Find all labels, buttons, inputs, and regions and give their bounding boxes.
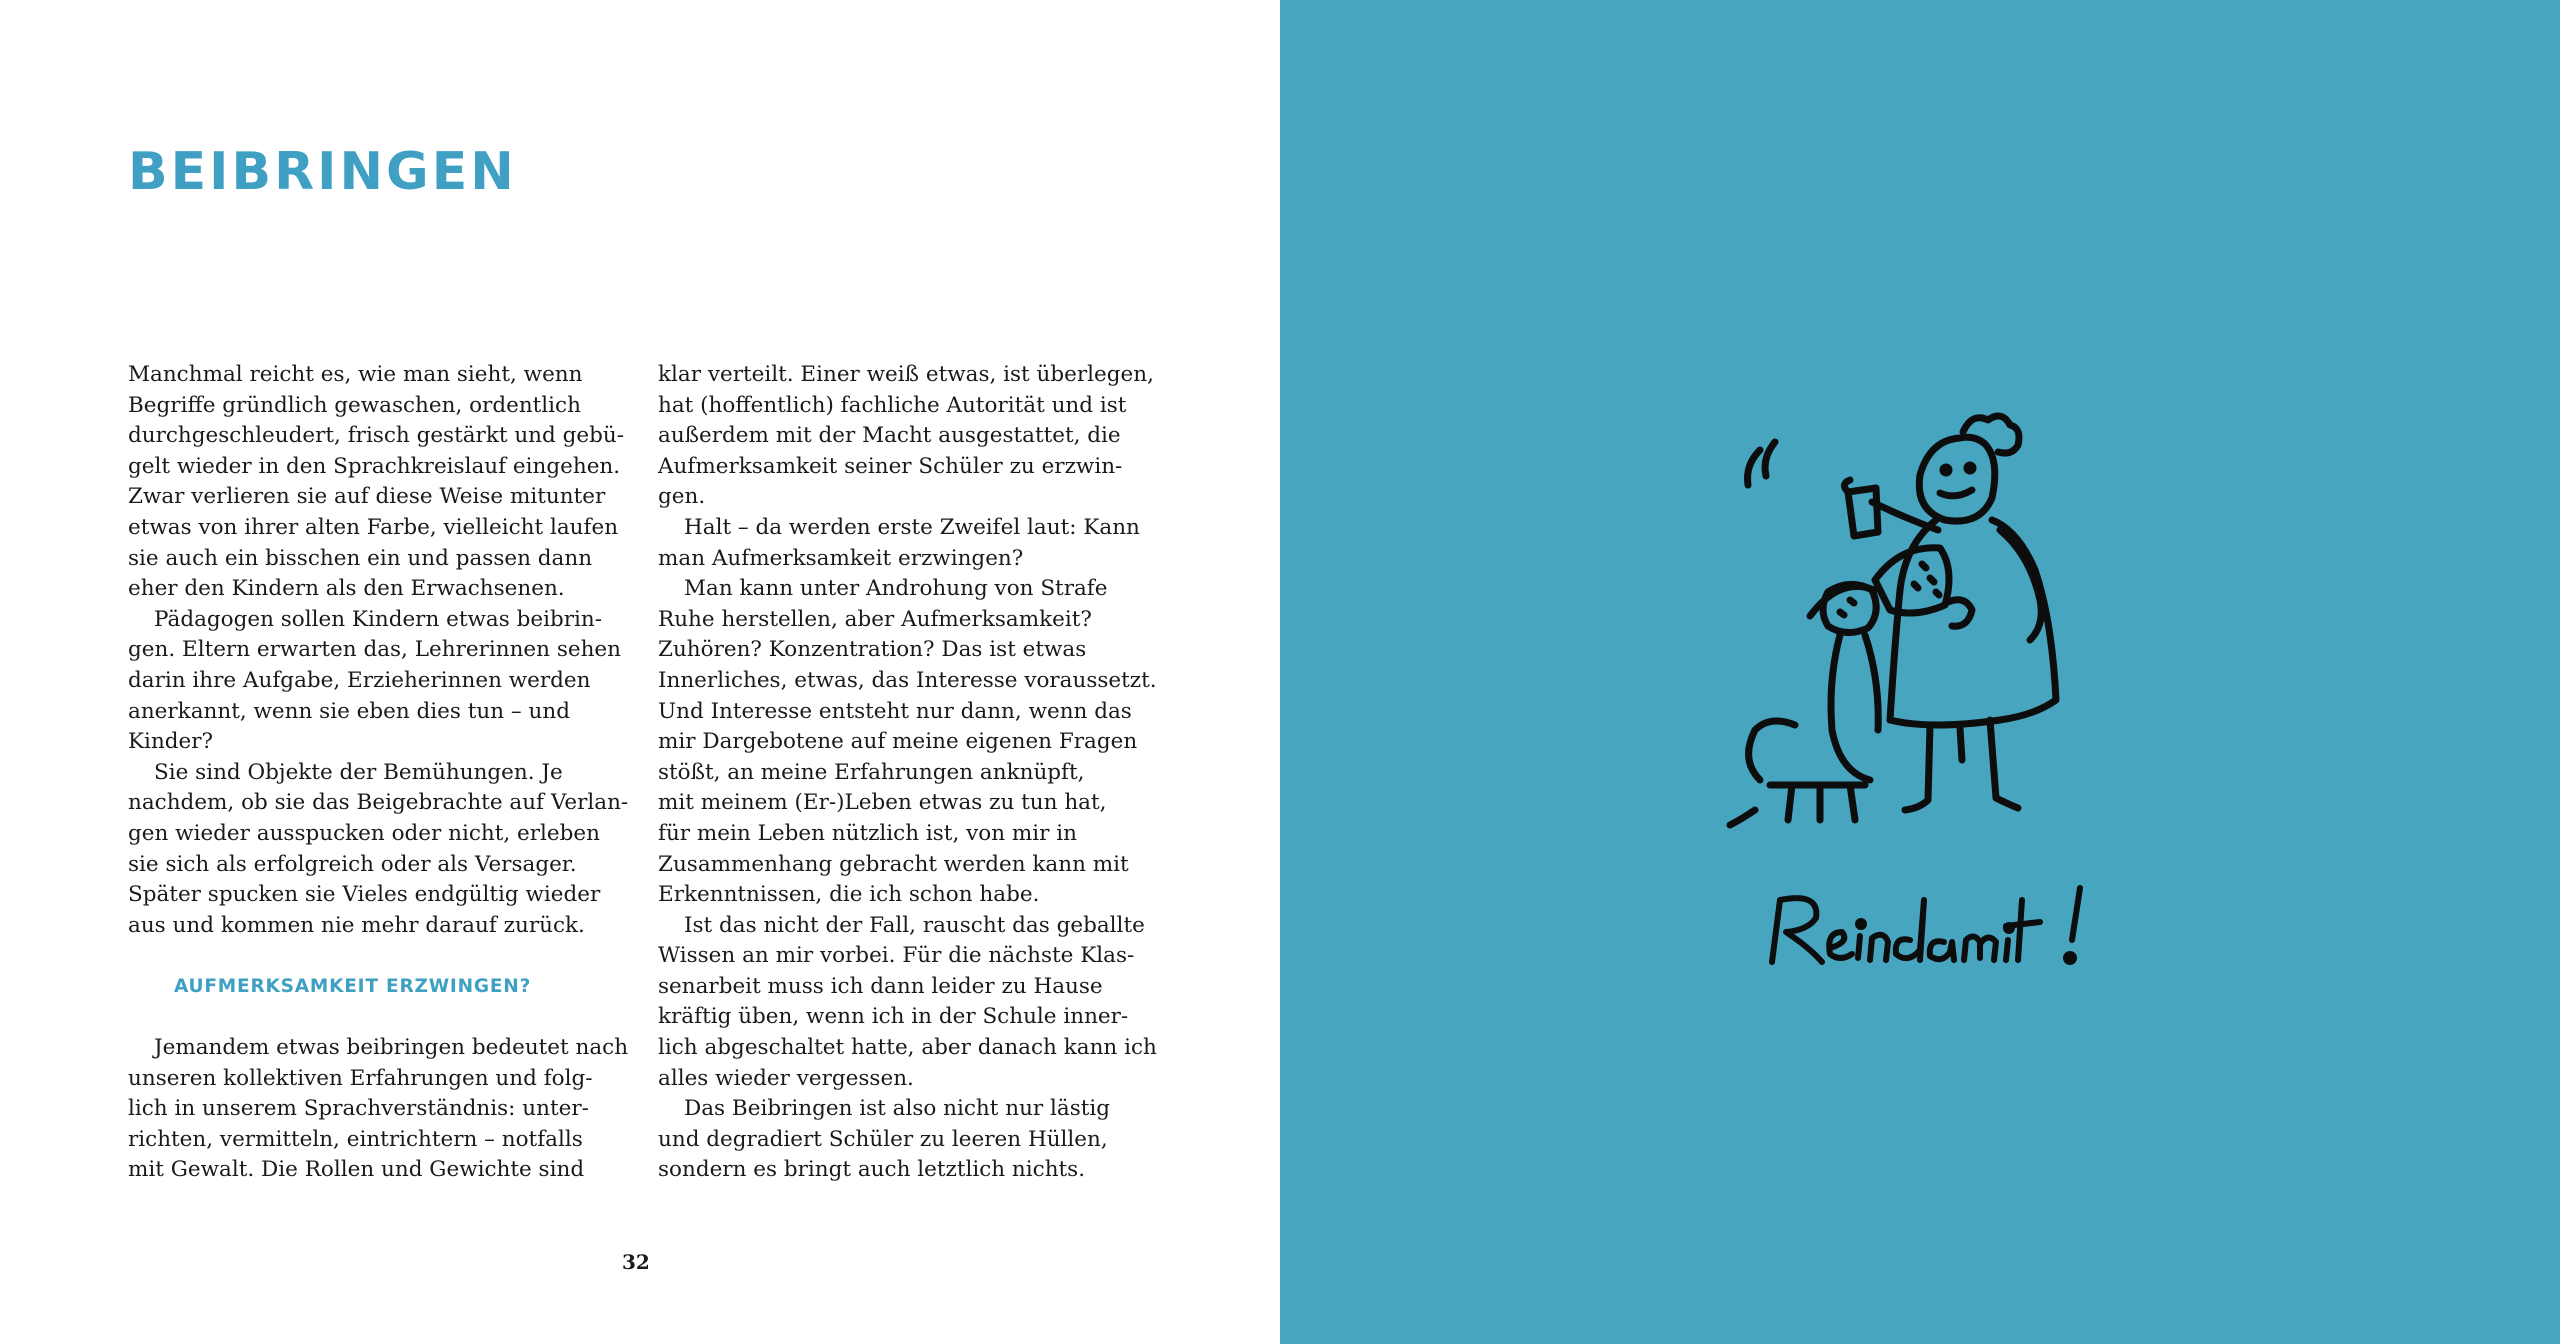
text-line: darin ihre Aufgabe, Erzieherinnen werden bbox=[128, 667, 591, 693]
text-line: mir Dargebotene auf meine eigenen Fragen bbox=[658, 729, 1138, 755]
text-line: hat (hoffentlich) fachliche Autorität und ist bbox=[658, 392, 1127, 418]
page-number: 32 bbox=[622, 1250, 650, 1274]
text-line: mit Gewalt. Die Rollen und Gewichte sind bbox=[128, 1157, 585, 1183]
text-line: Und Interesse entsteht nur dann, wenn das bbox=[658, 698, 1132, 724]
text-line: Begriffe gründlich gewaschen, ordentlich bbox=[128, 392, 581, 418]
text-line: Jemandem etwas beibringen bedeutet nach bbox=[154, 1035, 629, 1061]
text-line: und degradiert Schüler zu leeren Hüllen, bbox=[658, 1126, 1108, 1152]
teacher-pouring-into-child-icon bbox=[1700, 380, 2160, 840]
spacer bbox=[128, 1002, 628, 1033]
text-line: gen. bbox=[658, 484, 706, 510]
text-line: sie sich als erfolgreich oder als Versager. bbox=[128, 851, 577, 877]
text-column-right bbox=[658, 360, 1158, 1186]
text-line: gen. Eltern erwarten das, Lehrerinnen sehen bbox=[128, 637, 621, 663]
text-line: senarbeit muss ich dann leider zu Hause bbox=[658, 973, 1103, 999]
text-line: Ruhe herstellen, aber Aufmerksamkeit? bbox=[658, 606, 1092, 632]
text-line: sondern es bringt auch letztlich nichts. bbox=[658, 1157, 1086, 1183]
text-line: mit meinem (Er-)Leben etwas zu tun hat, bbox=[658, 790, 1107, 816]
text-line: richten, vermitteln, eintrichtern – notfalls bbox=[128, 1126, 583, 1152]
text-line: nachdem, ob sie das Beigebrachte auf Verlan- bbox=[128, 790, 629, 816]
text-line: klar verteilt. Einer weiß etwas, ist überlegen, bbox=[658, 362, 1154, 387]
text-line: stößt, an meine Erfahrungen anknüpft, bbox=[658, 759, 1085, 785]
text-line: für mein Leben nützlich ist, von mir in bbox=[658, 820, 1077, 846]
chapter-title: BEIBRINGEN bbox=[128, 142, 517, 202]
text-line: gen wieder ausspucken oder nicht, erleben bbox=[128, 820, 600, 846]
text-line: alles wieder vergessen. bbox=[658, 1065, 914, 1091]
text-line: Ist das nicht der Fall, rauscht das geballte bbox=[684, 912, 1145, 938]
handwritten-caption bbox=[1760, 870, 2120, 980]
text-line: Zusammenhang gebracht werden kann mit bbox=[658, 851, 1129, 877]
text-line: gelt wieder in den Sprachkreislauf eingehen. bbox=[128, 453, 621, 479]
text-line: durchgeschleudert, frisch gestärkt und gebü- bbox=[128, 423, 624, 449]
text-line: aus und kommen nie mehr darauf zurück. bbox=[128, 912, 585, 938]
text-line: Man kann unter Androhung von Strafe bbox=[684, 576, 1108, 602]
text-line: etwas von ihrer alten Farbe, vielleicht laufen bbox=[128, 514, 619, 540]
text-line: Pädagogen sollen Kindern etwas beibrin- bbox=[154, 606, 602, 632]
text-line: Halt – da werden erste Zweifel laut: Kann bbox=[684, 514, 1140, 540]
illustration-panel bbox=[1280, 0, 2560, 1344]
text-line: Später spucken sie Vieles endgültig wieder bbox=[128, 882, 601, 908]
text-line: Zuhören? Konzentration? Das ist etwas bbox=[658, 637, 1087, 663]
section-subheading: AUFMERKSAMKEIT ERZWINGEN? bbox=[174, 975, 532, 997]
text-line: Erkenntnissen, die ich schon habe. bbox=[658, 882, 1040, 908]
text-line: Wissen an mir vorbei. Für die nächste Klas- bbox=[658, 943, 1135, 969]
text-line: kräftig üben, wenn ich in der Schule inner- bbox=[658, 1004, 1129, 1030]
text-line: Sie sind Objekte der Bemühungen. Je bbox=[154, 759, 563, 785]
text-line: Aufmerksamkeit seiner Schüler zu erzwin- bbox=[658, 453, 1123, 479]
text-line: lich abgeschaltet hatte, aber danach kann ich bbox=[658, 1035, 1157, 1061]
spacer bbox=[128, 941, 628, 972]
text-line: Das Beibringen ist also nicht nur lästig bbox=[684, 1096, 1111, 1122]
text-line: lich in unserem Sprachverständnis: unter- bbox=[128, 1096, 589, 1122]
text-line: eher den Kindern als den Erwachsenen. bbox=[128, 576, 565, 602]
text-line: unseren kollektiven Erfahrungen und folg- bbox=[128, 1065, 593, 1091]
text-line: Manchmal reicht es, wie man sieht, wenn bbox=[128, 362, 583, 387]
text-column-left bbox=[128, 360, 628, 1186]
text-line: Zwar verlieren sie auf diese Weise mitunter bbox=[128, 484, 606, 510]
text-line: sie auch ein bisschen ein und passen dann bbox=[128, 545, 593, 571]
text-line: man Aufmerksamkeit erzwingen? bbox=[658, 545, 1024, 571]
text-line: Kinder? bbox=[128, 729, 214, 755]
text-line: außerdem mit der Macht ausgestattet, die bbox=[658, 423, 1121, 449]
text-line: Innerliches, etwas, das Interesse voraussetzt. bbox=[658, 667, 1157, 693]
text-line: anerkannt, wenn sie eben dies tun – und bbox=[128, 698, 570, 724]
